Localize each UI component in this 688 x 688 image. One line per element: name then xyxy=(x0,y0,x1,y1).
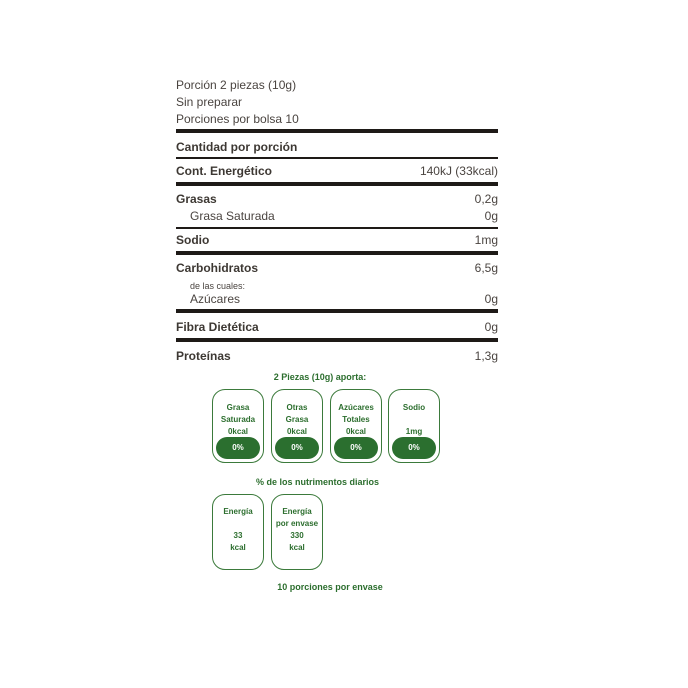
protein-label: Proteínas xyxy=(176,349,231,363)
seal-energy-per-package xyxy=(271,494,323,570)
seal-value: 1mg xyxy=(405,427,423,436)
energy-value: 140kJ (33kcal) xyxy=(419,164,498,178)
of-which-label: de las cuales: xyxy=(190,281,246,291)
seal-percent: 0% xyxy=(334,437,378,459)
seal-sodium xyxy=(388,389,440,463)
carbs-label: Carbohidratos xyxy=(176,261,259,275)
seal-label: por envase xyxy=(275,519,319,528)
seal-value: 33 xyxy=(233,531,243,540)
energy-label: Cont. Energético xyxy=(176,164,273,178)
seal-label: Energía xyxy=(282,507,312,516)
fat-value: 0,2g xyxy=(474,192,498,206)
divider xyxy=(176,338,498,342)
daily-values-note: % de los nutrimentos diarios xyxy=(255,477,380,487)
divider xyxy=(176,129,498,133)
divider xyxy=(176,227,498,229)
divider xyxy=(176,309,498,313)
seal-label: Energía xyxy=(223,507,253,516)
seal-label: Grasa xyxy=(285,415,309,424)
seal-label: Otras xyxy=(286,403,308,412)
carbs-value: 6,5g xyxy=(474,261,498,275)
seal-unit: kcal xyxy=(289,543,305,552)
seal-total-sugars xyxy=(330,389,382,463)
servings-per-package-note: 10 porciones por envase xyxy=(277,582,383,592)
seal-saturated-fat xyxy=(212,389,264,463)
seal-percent: 0% xyxy=(275,437,319,459)
seal-label: Saturada xyxy=(220,415,256,424)
sugars-value: 0g xyxy=(484,292,498,306)
seal-other-fat xyxy=(271,389,323,463)
seal-energy xyxy=(212,494,264,570)
seal-percent: 0% xyxy=(216,437,260,459)
seal-value: 0kcal xyxy=(345,427,367,436)
amount-header: Cantidad por porción xyxy=(176,140,298,154)
protein-value: 1,3g xyxy=(474,349,498,363)
seal-label: Sodio xyxy=(402,403,426,412)
seal-percent: 0% xyxy=(392,437,436,459)
preparation-note: Sin preparar xyxy=(176,95,243,109)
seal-value: 0kcal xyxy=(286,427,308,436)
divider xyxy=(176,251,498,255)
gda-title: 2 Piezas (10g) aporta: xyxy=(273,372,367,382)
fiber-label: Fibra Dietética xyxy=(176,320,259,334)
fiber-value: 0g xyxy=(484,320,498,334)
divider xyxy=(176,157,498,159)
seal-unit: kcal xyxy=(230,543,246,552)
servings-per-bag: Porciones por bolsa 10 xyxy=(176,112,299,126)
seal-value: 0kcal xyxy=(227,427,249,436)
seal-label: Azúcares xyxy=(338,403,374,412)
sodium-value: 1mg xyxy=(474,233,498,247)
sugars-label: Azúcares xyxy=(190,292,241,306)
seal-value: 330 xyxy=(290,531,304,540)
sodium-label: Sodio xyxy=(176,233,210,247)
divider xyxy=(176,182,498,186)
fat-label: Grasas xyxy=(176,192,217,206)
saturated-fat-value: 0g xyxy=(484,209,498,223)
saturated-fat-label: Grasa Saturada xyxy=(190,209,275,223)
seal-label: Grasa xyxy=(226,403,250,412)
seal-label: Totales xyxy=(342,415,370,424)
serving-size: Porción 2 piezas (10g) xyxy=(176,78,297,92)
